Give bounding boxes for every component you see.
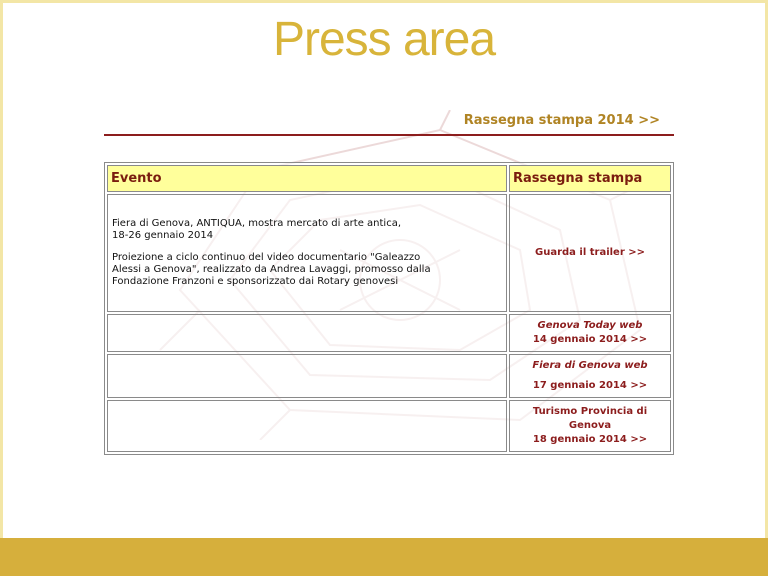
press-date: 17 gennaio 2014 >> xyxy=(532,380,648,391)
event-paragraph xyxy=(112,252,502,288)
press-cell xyxy=(509,314,671,352)
watch-trailer-link[interactable]: Guarda il trailer >> xyxy=(535,247,645,258)
press-cell xyxy=(509,400,671,452)
press-source: Genova xyxy=(568,420,612,431)
press-cell xyxy=(509,194,671,312)
press-source: Genova Today web xyxy=(537,320,643,331)
footer-bar xyxy=(0,538,768,576)
event-paragraph xyxy=(112,218,502,242)
table-row xyxy=(107,314,671,352)
press-source: Turismo Provincia di xyxy=(532,406,648,417)
event-text: Fondazione Franzoni e sponsorizzato dai Rotary genovesi xyxy=(112,276,399,287)
press-date: 14 gennaio 2014 >> xyxy=(532,334,648,345)
press-source: Fiera di Genova web xyxy=(532,360,648,371)
event-cell xyxy=(107,354,507,398)
press-cell xyxy=(509,354,671,398)
title-divider xyxy=(104,134,674,136)
turismo-provincia-link[interactable] xyxy=(533,406,647,445)
table-row xyxy=(107,354,671,398)
event-cell xyxy=(107,194,507,312)
press-table xyxy=(104,162,674,455)
event-text: 18-26 gennaio 2014 xyxy=(112,230,214,241)
event-text: Alessi a Genova", realizzato da Andrea Lavaggi, promosso dalla xyxy=(112,264,431,275)
event-text: Fiera di Genova, ANTIQUA, mostra mercato di arte antica, xyxy=(112,218,402,229)
column-header-event: Evento xyxy=(107,165,507,192)
genova-today-link[interactable] xyxy=(533,320,647,345)
table-row xyxy=(107,400,671,452)
table-header-row xyxy=(107,165,671,192)
page-title: Press area xyxy=(272,13,496,66)
press-date: 18 gennaio 2014 >> xyxy=(532,434,648,445)
event-cell xyxy=(107,400,507,452)
press-review-2014-link[interactable]: Rassegna stampa 2014 >> xyxy=(463,113,660,128)
column-header-press: Rassegna stampa xyxy=(509,165,671,192)
event-cell xyxy=(107,314,507,352)
event-text: Proiezione a ciclo continuo del video documentario "Galeazzo xyxy=(112,252,421,263)
fiera-genova-link[interactable] xyxy=(516,360,664,391)
table-row xyxy=(107,194,671,312)
